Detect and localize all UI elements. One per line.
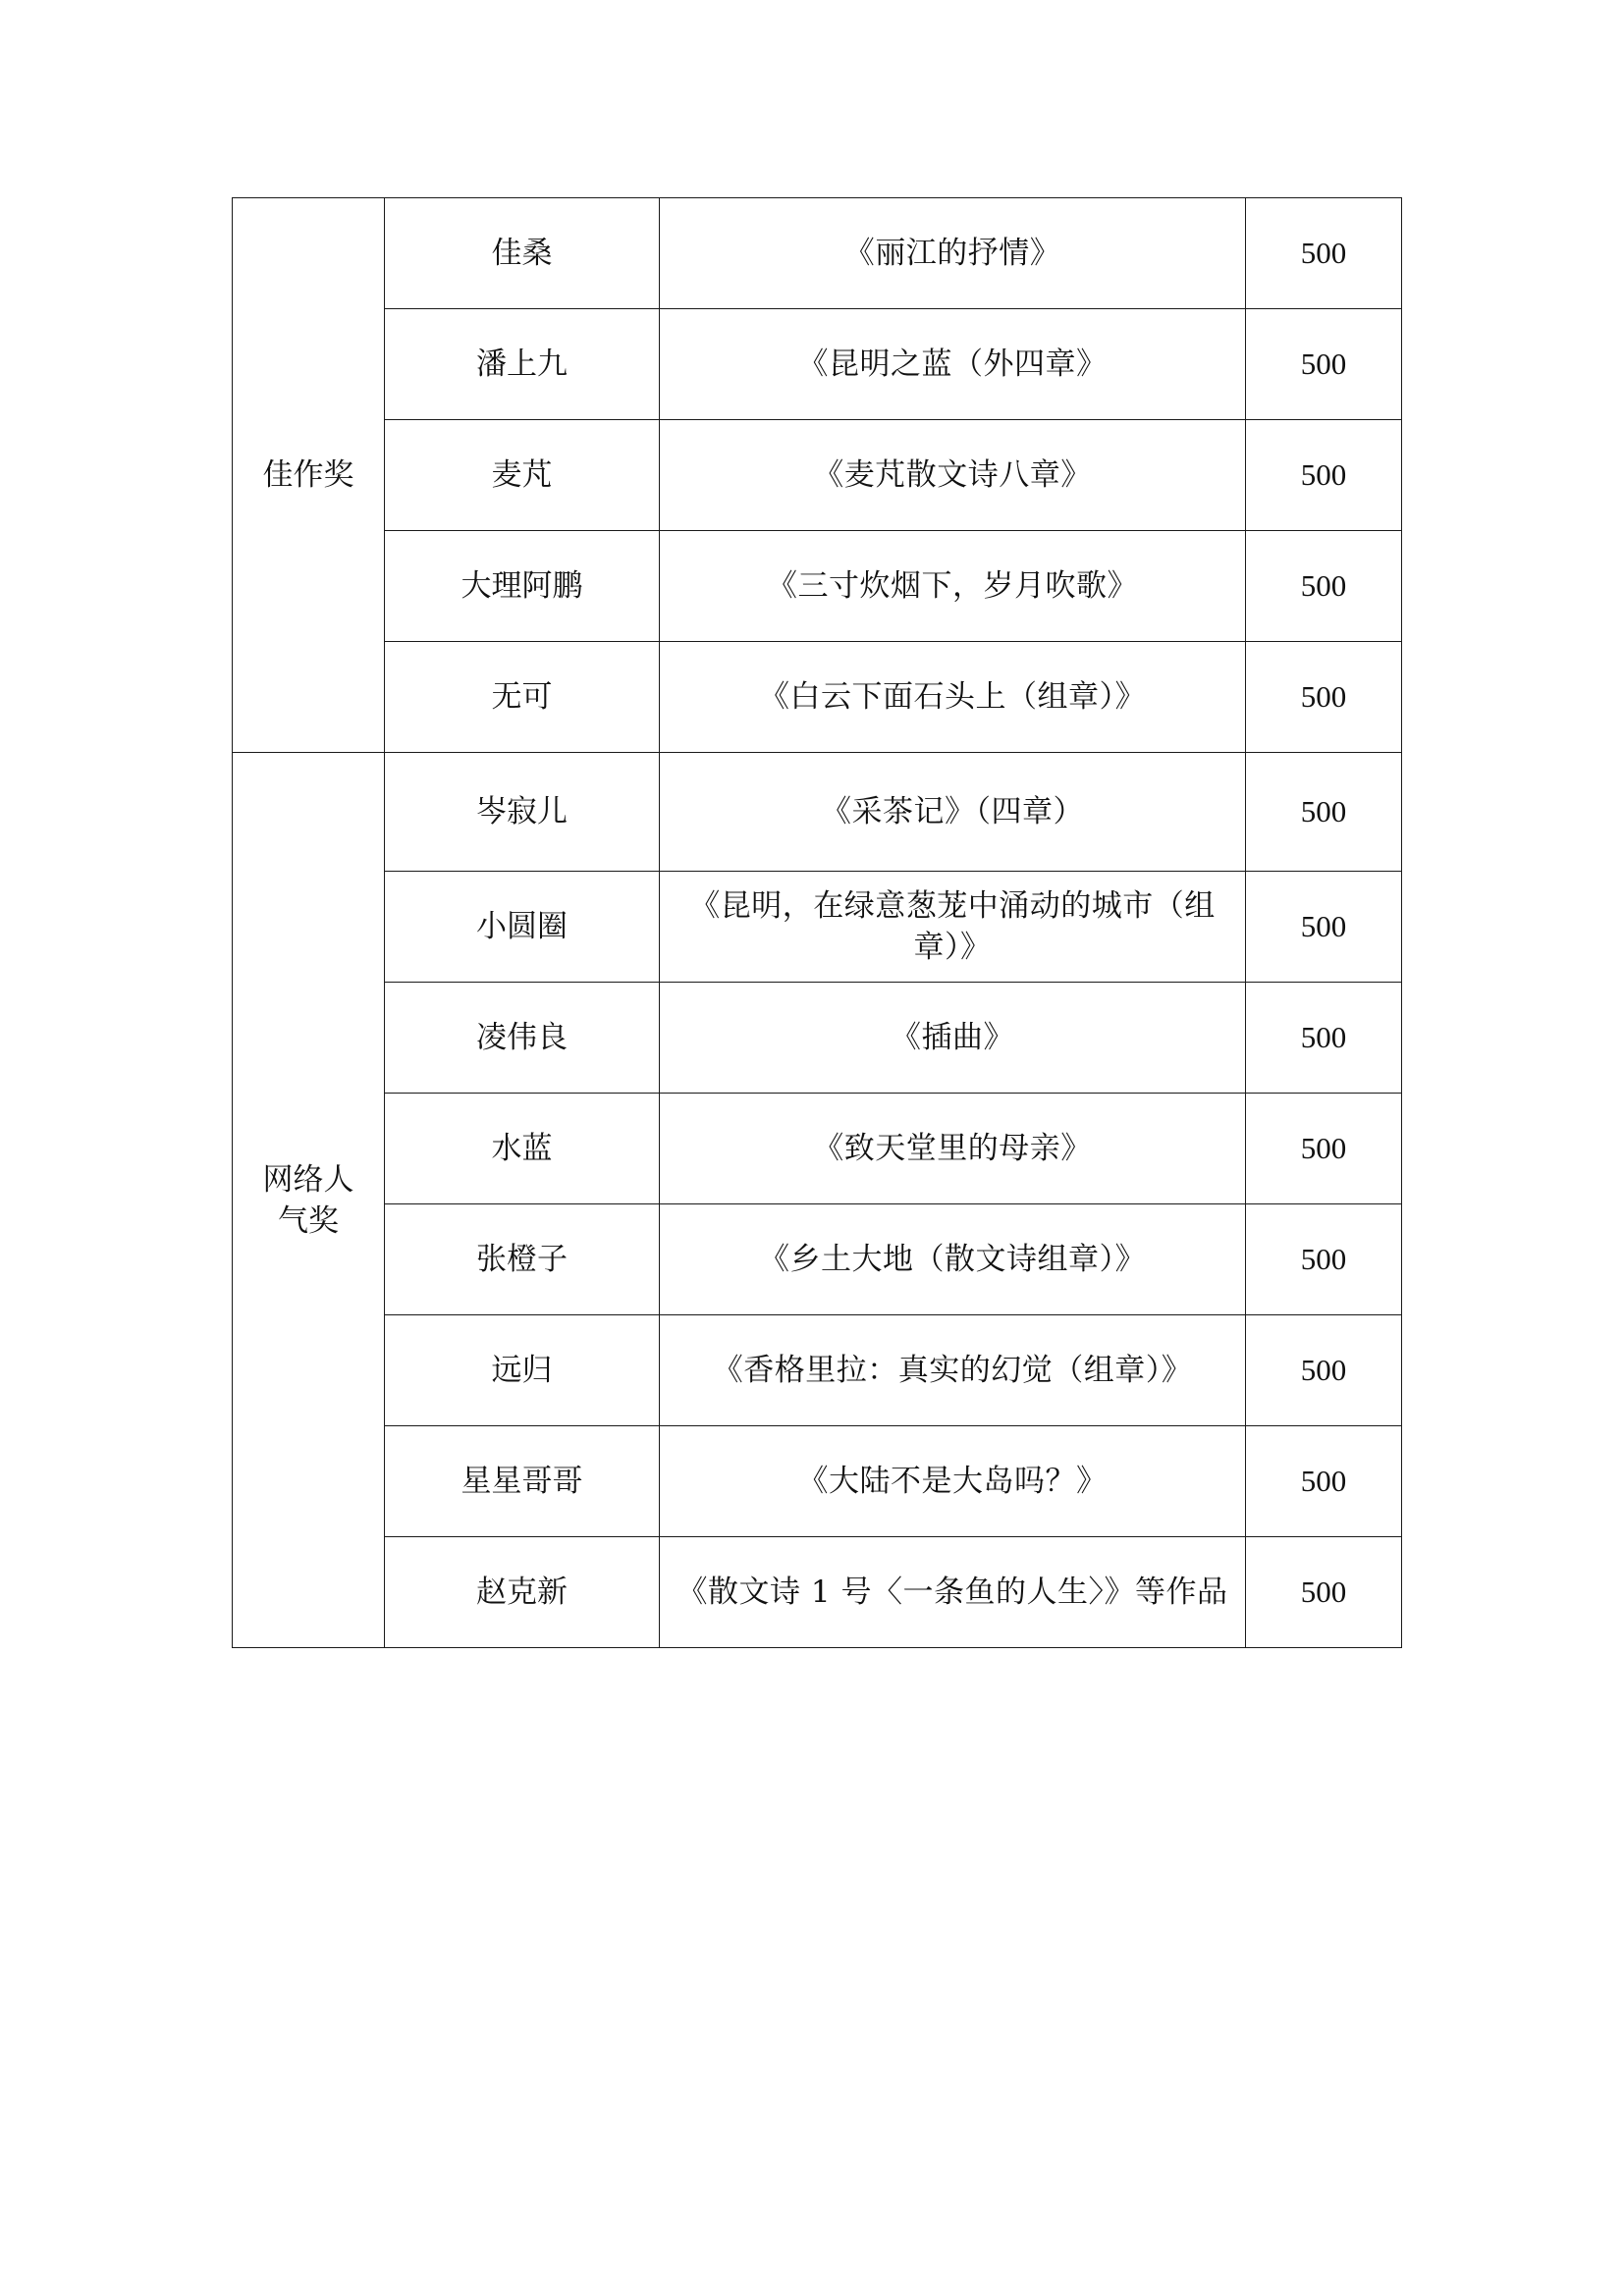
title-cell: 《散文诗 1 号〈一条鱼的人生〉》等作品 <box>660 1537 1246 1648</box>
amount-cell: 500 <box>1246 983 1402 1094</box>
title-cell: 《麦芃散文诗八章》 <box>660 420 1246 531</box>
author-cell: 小圆圈 <box>385 872 660 983</box>
table-row <box>233 1094 1402 1204</box>
title-cell: 《乡土大地（散文诗组章）》 <box>660 1204 1246 1315</box>
author-cell: 凌伟良 <box>385 983 660 1094</box>
author-cell: 无可 <box>385 642 660 753</box>
category-label: 佳作奖 <box>262 457 354 493</box>
table-row <box>233 309 1402 420</box>
table-row <box>233 1315 1402 1426</box>
title-cell: 《白云下面石头上（组章）》 <box>660 642 1246 753</box>
author-cell: 星星哥哥 <box>385 1426 660 1537</box>
category-label: 网络人气奖 <box>262 1161 354 1239</box>
table-row <box>233 983 1402 1094</box>
title-cell: 《插曲》 <box>660 983 1246 1094</box>
amount-cell: 500 <box>1246 1315 1402 1426</box>
title-cell: 《昆明，在绿意葱茏中涌动的城市（组章）》 <box>660 872 1246 983</box>
category-cell <box>233 198 385 753</box>
author-cell: 大理阿鹏 <box>385 531 660 642</box>
table-row <box>233 1537 1402 1648</box>
title-cell: 《昆明之蓝（外四章》 <box>660 309 1246 420</box>
table-row <box>233 531 1402 642</box>
author-cell: 赵克新 <box>385 1537 660 1648</box>
title-cell: 《三寸炊烟下，岁月吹歌》 <box>660 531 1246 642</box>
amount-cell: 500 <box>1246 753 1402 872</box>
amount-cell: 500 <box>1246 872 1402 983</box>
amount-cell: 500 <box>1246 1204 1402 1315</box>
author-cell: 远归 <box>385 1315 660 1426</box>
table-row <box>233 753 1402 872</box>
title-cell: 《丽江的抒情》 <box>660 198 1246 309</box>
author-cell: 水蓝 <box>385 1094 660 1204</box>
author-cell: 岑寂儿 <box>385 753 660 872</box>
amount-cell: 500 <box>1246 1426 1402 1537</box>
title-cell: 《大陆不是大岛吗？》 <box>660 1426 1246 1537</box>
amount-cell: 500 <box>1246 1537 1402 1648</box>
table-row <box>233 642 1402 753</box>
table-row <box>233 198 1402 309</box>
title-cell: 《采茶记》（四章） <box>660 753 1246 872</box>
table-row <box>233 1426 1402 1537</box>
author-cell: 佳桑 <box>385 198 660 309</box>
table-row <box>233 420 1402 531</box>
author-cell: 张橙子 <box>385 1204 660 1315</box>
table-row <box>233 1204 1402 1315</box>
category-cell <box>233 753 385 1648</box>
author-cell: 潘上九 <box>385 309 660 420</box>
amount-cell: 500 <box>1246 420 1402 531</box>
title-cell: 《致天堂里的母亲》 <box>660 1094 1246 1204</box>
amount-cell: 500 <box>1246 1094 1402 1204</box>
awards-table <box>232 197 1402 1648</box>
amount-cell: 500 <box>1246 642 1402 753</box>
author-cell: 麦芃 <box>385 420 660 531</box>
title-cell: 《香格里拉：真实的幻觉（组章）》 <box>660 1315 1246 1426</box>
table-row <box>233 872 1402 983</box>
amount-cell: 500 <box>1246 198 1402 309</box>
amount-cell: 500 <box>1246 309 1402 420</box>
amount-cell: 500 <box>1246 531 1402 642</box>
